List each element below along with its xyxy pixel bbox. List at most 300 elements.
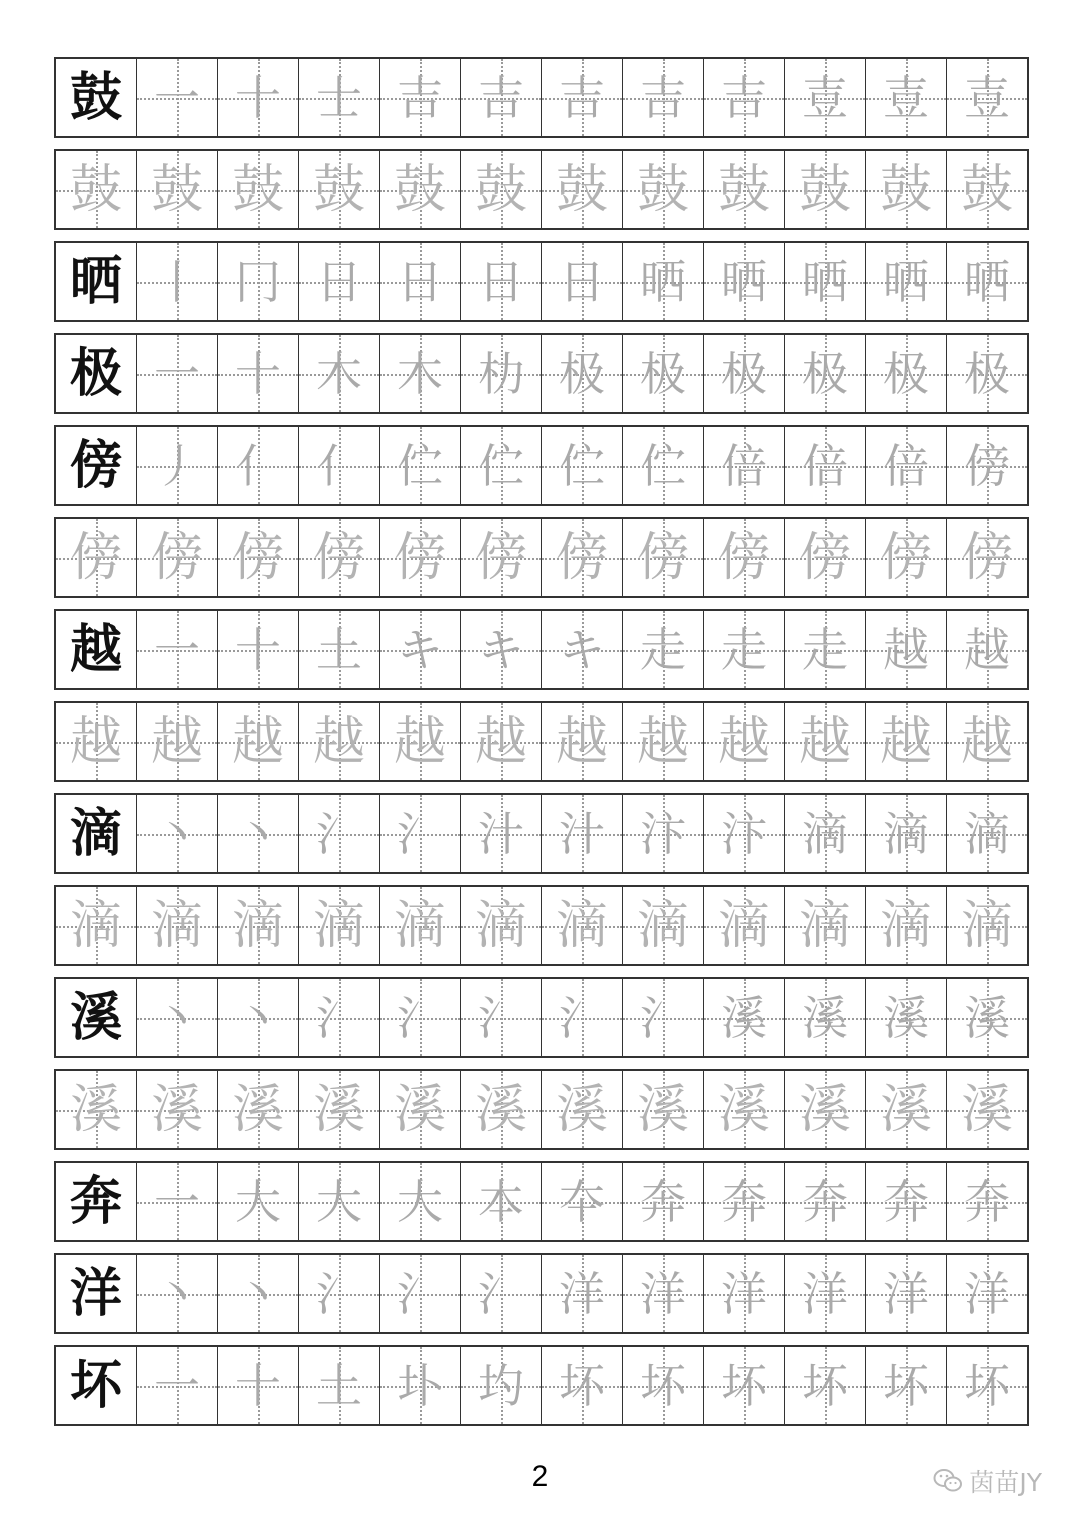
character: 滴	[798, 895, 851, 956]
practice-cell	[623, 243, 704, 320]
character: 十	[235, 346, 281, 401]
practice-cell	[137, 1071, 218, 1148]
character: 伫	[397, 438, 443, 493]
character: 溪	[231, 1079, 284, 1140]
character: 吉	[640, 70, 686, 125]
practice-cell	[866, 1071, 947, 1148]
practice-cell	[542, 795, 623, 872]
character: 鼓	[960, 159, 1013, 220]
practice-cell	[704, 795, 785, 872]
character: 吉	[397, 70, 443, 125]
character: 氵	[316, 1266, 362, 1321]
character: 日	[559, 254, 605, 309]
character: 越	[879, 711, 932, 772]
practice-cell	[947, 151, 1028, 228]
practice-cell	[299, 59, 380, 136]
character: 汴	[640, 806, 686, 861]
character: 一	[154, 1358, 200, 1413]
character: 傍	[879, 527, 932, 588]
stroke-order-row	[54, 1253, 1029, 1334]
practice-cell	[542, 1255, 623, 1332]
practice-cell	[137, 1255, 218, 1332]
character: 士	[316, 70, 362, 125]
practice-cell	[380, 611, 461, 688]
practice-cell	[947, 1255, 1028, 1332]
practice-cell	[542, 887, 623, 964]
character: 溪	[312, 1079, 365, 1140]
character: 走	[802, 622, 848, 677]
practice-cell	[704, 1163, 785, 1240]
practice-cell	[542, 611, 623, 688]
practice-cell	[785, 979, 866, 1056]
practice-cell	[218, 611, 299, 688]
practice-cell	[299, 1255, 380, 1332]
practice-cell	[380, 243, 461, 320]
practice-cell	[137, 703, 218, 780]
character: 溪	[717, 1079, 770, 1140]
practice-cell	[299, 1071, 380, 1148]
character: 十	[235, 1358, 281, 1413]
character: 坏	[883, 1358, 929, 1413]
character: 氵	[559, 990, 605, 1045]
character: 夲	[559, 1174, 605, 1229]
practice-cell	[56, 1071, 137, 1148]
practice-cell	[623, 1255, 704, 1332]
character: 一	[154, 1174, 200, 1229]
practice-cell	[623, 1163, 704, 1240]
practice-cell	[785, 519, 866, 596]
character: 一	[154, 346, 200, 401]
stroke-order-row	[54, 1345, 1029, 1426]
practice-cell	[947, 243, 1028, 320]
practice-cell	[461, 59, 542, 136]
practice-cell	[947, 795, 1028, 872]
practice-cell	[866, 1163, 947, 1240]
character: 奔	[640, 1174, 686, 1229]
character: 滴	[69, 803, 122, 864]
practice-cell	[947, 1347, 1028, 1424]
practice-cell	[218, 519, 299, 596]
practice-cell	[299, 1163, 380, 1240]
practice-cell	[218, 1347, 299, 1424]
character: 越	[474, 711, 527, 772]
character: 极	[69, 343, 122, 404]
practice-cell	[785, 1163, 866, 1240]
character: 日	[316, 254, 362, 309]
practice-cell	[866, 795, 947, 872]
character: 傍	[312, 527, 365, 588]
character: 氵	[397, 1266, 443, 1321]
practice-cell	[380, 703, 461, 780]
practice-cell	[380, 427, 461, 504]
character: 倍	[721, 438, 767, 493]
character: 晒	[883, 254, 929, 309]
model-character-cell	[56, 335, 137, 412]
practice-cell	[461, 151, 542, 228]
practice-cell	[785, 703, 866, 780]
practice-cell	[785, 335, 866, 412]
character: 亻	[316, 438, 362, 493]
practice-cell	[299, 795, 380, 872]
character: キ	[478, 622, 524, 677]
character: 越	[717, 711, 770, 772]
character: 傍	[474, 527, 527, 588]
model-character-cell	[56, 1163, 137, 1240]
character: 坏	[721, 1358, 767, 1413]
practice-cell	[704, 1347, 785, 1424]
practice-cell	[461, 519, 542, 596]
tracing-row	[54, 701, 1029, 782]
character: 走	[721, 622, 767, 677]
practice-cell	[542, 979, 623, 1056]
practice-cell	[623, 703, 704, 780]
model-character-cell	[56, 611, 137, 688]
character: 滴	[960, 895, 1013, 956]
character: 大	[235, 1174, 281, 1229]
practice-cell	[461, 335, 542, 412]
character: 丶	[154, 806, 200, 861]
character: 十	[235, 622, 281, 677]
practice-cell	[704, 979, 785, 1056]
character: 土	[316, 622, 362, 677]
character: 鼓	[636, 159, 689, 220]
character: 氵	[640, 990, 686, 1045]
practice-cell	[542, 703, 623, 780]
character: 滴	[883, 806, 929, 861]
character: 奔	[883, 1174, 929, 1229]
model-character-cell	[56, 979, 137, 1056]
character: 溪	[721, 990, 767, 1045]
practice-cell	[218, 1071, 299, 1148]
practice-cell	[623, 59, 704, 136]
practice-cell	[380, 887, 461, 964]
practice-cell	[623, 151, 704, 228]
practice-cell	[704, 703, 785, 780]
character: キ	[559, 622, 605, 677]
practice-cell	[218, 427, 299, 504]
character: 滴	[717, 895, 770, 956]
practice-cell	[866, 1347, 947, 1424]
practice-cell	[623, 335, 704, 412]
practice-cell	[704, 243, 785, 320]
practice-cell	[380, 1071, 461, 1148]
practice-cell	[785, 1071, 866, 1148]
character: 越	[312, 711, 365, 772]
model-character-cell	[56, 243, 137, 320]
character: 坏	[640, 1358, 686, 1413]
character: 滴	[802, 806, 848, 861]
wechat-icon	[933, 1468, 963, 1494]
character: キ	[397, 622, 443, 677]
character: 溪	[883, 990, 929, 1045]
practice-cell	[623, 1347, 704, 1424]
stroke-order-row	[54, 333, 1029, 414]
character: 溪	[798, 1079, 851, 1140]
character: 汁	[478, 806, 524, 861]
practice-cell	[380, 979, 461, 1056]
practice-cell	[137, 887, 218, 964]
stroke-order-row	[54, 977, 1029, 1058]
character: 滴	[474, 895, 527, 956]
character: 越	[69, 619, 122, 680]
character: 鼓	[798, 159, 851, 220]
practice-cell	[137, 979, 218, 1056]
practice-cell	[947, 1163, 1028, 1240]
practice-cell	[542, 1163, 623, 1240]
character: 土	[316, 1358, 362, 1413]
character: 氵	[316, 806, 362, 861]
practice-cell	[380, 1163, 461, 1240]
character: 一	[154, 622, 200, 677]
character: 傍	[960, 527, 1013, 588]
practice-cell	[866, 335, 947, 412]
tracing-row	[54, 885, 1029, 966]
character: 傍	[555, 527, 608, 588]
practice-grid	[54, 57, 1029, 1426]
practice-cell	[299, 611, 380, 688]
practice-cell	[380, 1255, 461, 1332]
character: 汴	[721, 806, 767, 861]
practice-cell	[542, 1071, 623, 1148]
practice-cell	[866, 243, 947, 320]
character: 氵	[397, 990, 443, 1045]
character: 倍	[802, 438, 848, 493]
practice-cell	[785, 59, 866, 136]
character: 溪	[960, 1079, 1013, 1140]
character: 滴	[964, 806, 1010, 861]
model-character-cell	[56, 795, 137, 872]
practice-cell	[623, 1071, 704, 1148]
character: 溪	[636, 1079, 689, 1140]
practice-cell	[299, 979, 380, 1056]
practice-cell	[947, 427, 1028, 504]
model-character-cell	[56, 1347, 137, 1424]
practice-cell	[461, 795, 542, 872]
character: 晒	[640, 254, 686, 309]
practice-cell	[380, 519, 461, 596]
stroke-order-row	[54, 1161, 1029, 1242]
character: 越	[883, 622, 929, 677]
character: 朸	[478, 346, 524, 401]
character: 伫	[559, 438, 605, 493]
practice-cell	[704, 887, 785, 964]
practice-cell	[947, 887, 1028, 964]
practice-cell	[866, 887, 947, 964]
stroke-order-row	[54, 609, 1029, 690]
practice-cell	[380, 59, 461, 136]
practice-cell	[866, 611, 947, 688]
character: 本	[478, 1174, 524, 1229]
character: 溪	[879, 1079, 932, 1140]
character: 极	[640, 346, 686, 401]
character: 壴	[964, 70, 1010, 125]
practice-cell	[542, 243, 623, 320]
character: 傍	[964, 438, 1010, 493]
practice-cell	[218, 795, 299, 872]
character: 壴	[883, 70, 929, 125]
watermark-text: 茵苗JY	[969, 1468, 1042, 1497]
stroke-order-row	[54, 425, 1029, 506]
character: 越	[393, 711, 446, 772]
character: 氵	[316, 990, 362, 1045]
practice-cell	[785, 887, 866, 964]
practice-cell	[866, 427, 947, 504]
practice-cell	[461, 1347, 542, 1424]
practice-cell	[299, 703, 380, 780]
character: 氵	[478, 990, 524, 1045]
practice-cell	[785, 795, 866, 872]
stroke-order-row	[54, 241, 1029, 322]
practice-cell	[218, 1163, 299, 1240]
character: 鼓	[879, 159, 932, 220]
character: 溪	[393, 1079, 446, 1140]
tracing-row	[54, 517, 1029, 598]
practice-cell	[704, 519, 785, 596]
character: 鼓	[150, 159, 203, 220]
character: 鼓	[312, 159, 365, 220]
practice-cell	[218, 335, 299, 412]
practice-cell	[704, 335, 785, 412]
practice-cell	[218, 979, 299, 1056]
character: 越	[960, 711, 1013, 772]
character: 走	[640, 622, 686, 677]
character: 亻	[235, 438, 281, 493]
page-number: 2	[531, 1460, 549, 1493]
character: 晒	[721, 254, 767, 309]
practice-cell	[866, 1255, 947, 1332]
practice-cell	[137, 795, 218, 872]
practice-cell	[947, 1071, 1028, 1148]
practice-cell	[218, 151, 299, 228]
character: 傍	[69, 527, 122, 588]
practice-cell	[299, 151, 380, 228]
character: 吉	[478, 70, 524, 125]
character: 滴	[231, 895, 284, 956]
practice-cell	[947, 519, 1028, 596]
character: 极	[883, 346, 929, 401]
character: 滴	[636, 895, 689, 956]
character: 洋	[721, 1266, 767, 1321]
character: 傍	[798, 527, 851, 588]
practice-cell	[218, 243, 299, 320]
character: 木	[316, 346, 362, 401]
practice-cell	[137, 1163, 218, 1240]
practice-cell	[542, 59, 623, 136]
character: 十	[235, 70, 281, 125]
tracing-row	[54, 149, 1029, 230]
practice-cell	[461, 1071, 542, 1148]
character: 鼓	[717, 159, 770, 220]
practice-cell	[542, 151, 623, 228]
practice-cell	[299, 427, 380, 504]
practice-cell	[137, 151, 218, 228]
practice-cell	[866, 703, 947, 780]
practice-cell	[137, 427, 218, 504]
practice-cell	[785, 1347, 866, 1424]
practice-cell	[299, 243, 380, 320]
character: 极	[721, 346, 767, 401]
character: 丶	[235, 1266, 281, 1321]
character: 冂	[235, 254, 281, 309]
character: 滴	[312, 895, 365, 956]
character: 越	[555, 711, 608, 772]
character: 洋	[69, 1263, 122, 1324]
practice-cell	[785, 611, 866, 688]
character: 洋	[883, 1266, 929, 1321]
character: 晒	[964, 254, 1010, 309]
practice-cell	[137, 519, 218, 596]
character: 鼓	[555, 159, 608, 220]
character: 洋	[964, 1266, 1010, 1321]
character: 傍	[150, 527, 203, 588]
character: 丶	[154, 1266, 200, 1321]
practice-cell	[56, 151, 137, 228]
character: 坏	[69, 1355, 122, 1416]
character: 极	[802, 346, 848, 401]
character: 傍	[636, 527, 689, 588]
practice-cell	[461, 1163, 542, 1240]
practice-cell	[623, 611, 704, 688]
character: 溪	[69, 987, 122, 1048]
character: 丿	[154, 438, 200, 493]
character: 晒	[802, 254, 848, 309]
practice-cell	[218, 1255, 299, 1332]
practice-cell	[299, 1347, 380, 1424]
practice-cell	[623, 519, 704, 596]
character: 大	[397, 1174, 443, 1229]
character: 越	[69, 711, 122, 772]
character: 圤	[397, 1358, 443, 1413]
practice-cell	[380, 335, 461, 412]
model-character-cell	[56, 59, 137, 136]
character: 溪	[964, 990, 1010, 1045]
practice-cell	[947, 611, 1028, 688]
character: 溪	[555, 1079, 608, 1140]
practice-cell	[137, 611, 218, 688]
character: 溪	[69, 1079, 122, 1140]
character: 奔	[964, 1174, 1010, 1229]
character: 傍	[231, 527, 284, 588]
practice-cell	[785, 427, 866, 504]
character: 丶	[235, 990, 281, 1045]
practice-cell	[461, 979, 542, 1056]
character: 傍	[393, 527, 446, 588]
practice-cell	[866, 979, 947, 1056]
practice-cell	[380, 795, 461, 872]
practice-cell	[947, 335, 1028, 412]
practice-cell	[866, 519, 947, 596]
tracing-row	[54, 1069, 1029, 1150]
character: 极	[559, 346, 605, 401]
character: 越	[150, 711, 203, 772]
practice-cell	[785, 243, 866, 320]
practice-cell	[137, 1347, 218, 1424]
model-character-cell	[56, 1255, 137, 1332]
character: 傍	[717, 527, 770, 588]
character: 鼓	[231, 159, 284, 220]
practice-cell	[461, 703, 542, 780]
practice-cell	[704, 151, 785, 228]
practice-cell	[623, 427, 704, 504]
character: 丶	[235, 806, 281, 861]
practice-cell	[56, 703, 137, 780]
character: 伫	[478, 438, 524, 493]
practice-cell	[137, 243, 218, 320]
character: 伫	[640, 438, 686, 493]
character: 鼓	[69, 159, 122, 220]
practice-cell	[704, 59, 785, 136]
practice-cell	[542, 427, 623, 504]
